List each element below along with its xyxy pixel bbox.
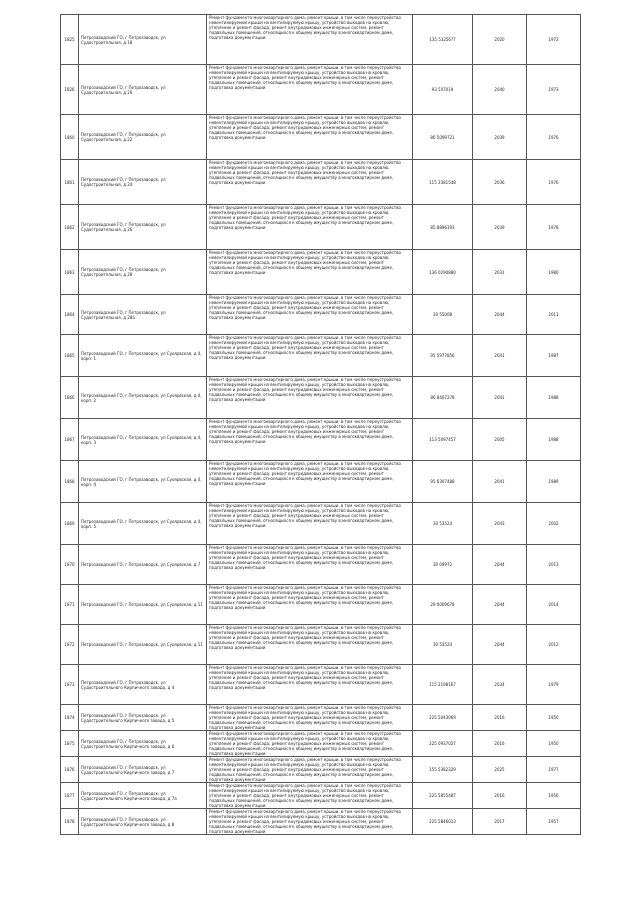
cost-cell: 86 5099721	[413, 115, 473, 160]
row-id: 1866	[61, 377, 79, 419]
planned-year-cell: 2041	[473, 377, 527, 419]
build-year-cell: 1976	[527, 160, 581, 205]
work-prefix: Ремонт фундамента многоквартирного дома, ремонт крыши, в том числе переустройство невентилируемой крыши на вентилируемую крышу, устройство выходов на кровлю, утепление и ремонт фасада, ремонт внутридомовых инженерных систем	[209, 585, 401, 600]
planned-year-cell: 2043	[473, 503, 527, 545]
work-suffix: ремонт подвальных помещений, относящихся к общему имуществу в многоквартирном доме, подготовка документации	[209, 675, 394, 690]
work-description-cell: Ремонт фундамента многоквартирного дома, ремонт крыши, в том числе переустройство невентилируемой крыши на вентилируемую крышу, устройство выходов на кровлю, утепление и ремонт фасада, ремонт внутридомовых инженерных систем, ремонт подвальных помещений, относящихся к общему имуществу в многоквартирном доме, подготовка документации	[207, 115, 413, 160]
cost-cell: 95 6307488	[413, 461, 473, 503]
build-year-cell: 1956	[527, 783, 581, 809]
work-suffix: ремонт подвальных помещений, относящихся к общему имуществу в многоквартирном доме, подготовка документации	[209, 125, 394, 140]
address-cell: Петрозаводский ГО, г Петрозаводск, ул Суоярвская, д 7	[79, 545, 207, 585]
cost-cell: 93 507019	[413, 65, 473, 115]
address-cell: Петрозаводский ГО, г Петрозаводск, ул Суоярвская, д 4, корп. 5	[79, 503, 207, 545]
work-description-cell: Ремонт фундамента многоквартирного дома, ремонт крыши, в том числе переустройство невентилируемой крыши на вентилируемую крышу, устройство выходов на кровлю, утепление и ремонт фасада, ремонт внутридомовых инженерных систем, ремонт подвальных помещений, относящихся к общему имуществу в многоквартирном доме, подготовка документации	[207, 461, 413, 503]
build-year-cell: 1989	[527, 461, 581, 503]
work-prefix: Ремонт фундамента многоквартирного дома, ремонт крыши, в том числе переустройство невентилируемой крыши на вентилируемую крышу, устройство выходов на кровлю, утепление и ремонт фасада, ремонт внутридомовых инженерных систем	[209, 115, 401, 130]
work-description-cell: Ремонт фундамента многоквартирного дома, ремонт крыши, в том числе переустройство невентилируемой крыши на вентилируемую крышу, устройство выходов на кровлю, утепление и ремонт фасада, ремонт внутридомовых инженерных систем, ремонт подвальных помещений, относящихся к общему имуществу в многоквартирном доме, подготовка документации	[207, 65, 413, 115]
planned-year-cell: 2034	[473, 665, 527, 705]
work-prefix: Ремонт фундамента многоквартирного дома, ремонт крыши, в том числе переустройство невентилируемой крыши на вентилируемую крышу, устройство выходов на кровлю, утепление и ремонт фасада, ремонт внутридомовых инженерных систем	[209, 625, 401, 640]
work-prefix: Ремонт фундамента многоквартирного дома, ремонт крыши, в том числе переустройство невентилируемой крыши на вентилируемую крышу, устройство выходов на кровлю, утепление и ремонт фасада, ремонт внутридомовых инженерных систем	[209, 545, 401, 560]
table-row	[61, 65, 581, 115]
cost-cell: 30 55008	[413, 295, 473, 335]
capital-repair-table	[60, 14, 581, 835]
work-prefix: Ремонт фундамента многоквартирного дома, ремонт крыши, в том числе переустройство невентилируемой крыши на вентилируемую крышу, устройство выходов на кровлю, утепление и ремонт фасада, ремонт внутридомовых инженерных систем	[209, 419, 401, 434]
work-prefix: Ремонт фундамента многоквартирного дома, ремонт крыши, в том числе переустройство невентилируемой крыши на вентилируемую крышу, устройство выходов на кровлю, утепление и ремонт фасада, ремонт внутридомовых инженерных систем	[209, 665, 401, 680]
cost-cell: 115 2198167	[413, 665, 473, 705]
work-description-cell: Ремонт фундамента многоквартирного дома, ремонт крыши, в том числе переустройство невентилируемой крыши на вентилируемую крышу, устройство выходов на кровлю, утепление и ремонт фасада, ремонт внутридомовых инженерных систем, ремонт подвальных помещений, относящихся к общему имуществу в многоквартирном доме, подготовка документации	[207, 295, 413, 335]
work-description-cell: Ремонт фундамента многоквартирного дома, ремонт крыши, в том числе переустройство невентилируемой крыши на вентилируемую крышу, устройство выходов на кровлю, утепление и ремонт фасада, ремонт внутридомовых инженерных систем, ремонт подвальных помещений, относящихся к общему имуществу в многоквартирном доме, подготовка документации	[207, 250, 413, 295]
table-row	[61, 205, 581, 250]
planned-year-cell: 2036	[473, 160, 527, 205]
address-cell: Петрозаводский ГО, г Петрозаводск, ул Судостроительного Кирпичного завода, д 8	[79, 809, 207, 835]
work-description-cell: Ремонт фундамента многоквартирного дома, ремонт крыши, в том числе переустройство невентилируемой крыши на вентилируемую крышу, устройство выходов на кровлю, утепление и ремонт фасада, ремонт внутридомовых инженерных систем, ремонт подвальных помещений, относящихся к общему имуществу в многоквартирном доме, подготовка документации	[207, 665, 413, 705]
address-cell: Петрозаводский ГО, г Петрозаводск, ул Судостроительная, д 20	[79, 65, 207, 115]
address-cell: Петрозаводский ГО, г Петрозаводск, ул Суоярвская, д 4, корп. 2	[79, 377, 207, 419]
address-cell: Петрозаводский ГО, г Петрозаводск, ул Судостроительная, д 18	[79, 15, 207, 65]
table-row	[61, 115, 581, 160]
planned-year-cell: 2044	[473, 295, 527, 335]
table-row	[61, 335, 581, 377]
row-id: 1875	[61, 731, 79, 757]
cost-cell: 30 53524	[413, 625, 473, 665]
build-year-cell: 2011	[527, 295, 581, 335]
table-row	[61, 585, 581, 625]
table-row	[61, 705, 581, 731]
table-row	[61, 295, 581, 335]
cost-cell: 225 0937027	[413, 731, 473, 757]
work-description-cell: Ремонт фундамента многоквартирного дома, ремонт крыши, в том числе переустройство невентилируемой крыши на вентилируемую крышу, устройство выходов на кровлю, утепление и ремонт фасада, ремонт внутридомовых инженерных систем, ремонт подвальных помещений, относящихся к общему имуществу в многоквартирном доме, подготовка документации	[207, 335, 413, 377]
cost-cell: 30 53524	[413, 503, 473, 545]
cost-cell: 135 53256?7	[413, 15, 473, 65]
row-id: 1864	[61, 295, 79, 335]
work-description-cell: Ремонт фундамента многоквартирного дома, ремонт крыши, в том числе переустройство невентилируемой крыши на вентилируемую крышу, устройство выходов на кровлю, утепление и ремонт фасада, ремонт внутридомовых инженерных систем, ремонт подвальных помещений, относящихся к общему имуществу в многоквартирном доме, подготовка документации	[207, 705, 413, 731]
row-id: 1871	[61, 585, 79, 625]
build-year-cell: 1972	[527, 15, 581, 65]
work-suffix: ремонт подвальных помещений, относящихся к общему имуществу в многоквартирном доме, подготовка документации	[209, 305, 394, 320]
cost-cell: 86 8407278	[413, 377, 473, 419]
planned-year-cell: 2016	[473, 731, 527, 757]
work-prefix: Ремонт фундамента многоквартирного дома, ремонт крыши, в том числе переустройство невентилируемой крыши на вентилируемую крышу, устройство выходов на кровлю, утепление и ремонт фасада, ремонт внутридомовых инженерных систем	[209, 705, 401, 720]
planned-year-cell: 2020	[473, 15, 527, 65]
table-row	[61, 731, 581, 757]
work-description-cell: Ремонт фундамента многоквартирного дома, ремонт крыши, в том числе переустройство невентилируемой крыши на вентилируемую крышу, устройство выходов на кровлю, утепление и ремонт фасада, ремонт внутридомовых инженерных систем, ремонт подвальных помещений, относящихся к общему имуществу в многоквартирном доме, подготовка документации	[207, 757, 413, 783]
cost-cell: 95 5977856	[413, 335, 473, 377]
row-id: 1878	[61, 809, 79, 835]
work-prefix: Ремонт фундамента многоквартирного дома, ремонт крыши, в том числе переустройство невентилируемой крыши на вентилируемую крышу, устройство выходов на кровлю, утепление и ремонт фасада, ремонт внутридомовых инженерных систем	[209, 461, 401, 476]
row-id: 1868	[61, 461, 79, 503]
planned-year-cell: 2040	[473, 65, 527, 115]
work-suffix: ремонт подвальных помещений, относящихся к общему имуществу в многоквартирном доме, подготовка документации	[209, 345, 394, 360]
address-cell: Петрозаводский ГО, г Петрозаводск, ул Судостроительного Кирпичного завода, д 7	[79, 757, 207, 783]
work-description-cell: Ремонт фундамента многоквартирного дома, ремонт крыши, в том числе переустройство невентилируемой крыши на вентилируемую крышу, устройство выходов на кровлю, утепление и ремонт фасада, ремонт внутридомовых инженерных систем, ремонт подвальных помещений, относящихся к общему имуществу в многоквартирном доме, подготовка документации	[207, 731, 413, 757]
work-suffix: ремонт подвальных помещений, относящихся к общему имуществу в многоквартирном доме, подготовка документации	[209, 767, 394, 782]
work-prefix: Ремонт фундамента многоквартирного дома, ремонт крыши, в том числе переустройство невентилируемой крыши на вентилируемую крышу, устройство выходов на кровлю, утепление и ремонт фасада, ремонт внутридомовых инженерных систем	[209, 295, 401, 310]
cost-cell: 136 0290880	[413, 250, 473, 295]
work-prefix: Ремонт фундамента многоквартирного дома, ремонт крыши, в том числе переустройство невентилируемой крыши на вентилируемую крышу, устройство выходов на кровлю, утепление и ремонт фасада, ремонт внутридомовых инженерных систем	[209, 757, 401, 772]
work-prefix: Ремонт фундамента многоквартирного дома, ремонт крыши, в том числе переустройство невентилируемой крыши на вентилируемую крышу, устройство выходов на кровлю, утепление и ремонт фасада, ремонт внутридомовых инженерных систем	[209, 205, 401, 220]
address-cell: Петрозаводский ГО, г Петрозаводск, ул Судостроительная, д 24	[79, 160, 207, 205]
work-description-cell: Ремонт фундамента многоквартирного дома, ремонт крыши, в том числе переустройство невентилируемой крыши на вентилируемую крышу, устройство выходов на кровлю, утепление и ремонт фасада, ремонт внутридомовых инженерных систем, ремонт подвальных помещений, относящихся к общему имуществу в многоквартирном доме, подготовка документации	[207, 783, 413, 809]
row-id: 1874	[61, 705, 79, 731]
work-description-cell: Ремонт фундамента многоквартирного дома, ремонт крыши, в том числе переустройство невентилируемой крыши на вентилируемую крышу, устройство выходов на кровлю, утепление и ремонт фасада, ремонт внутридомовых инженерных систем, ремонт подвальных помещений, относящихся к общему имуществу в многоквартирном доме, подготовка документации	[207, 585, 413, 625]
work-suffix: ремонт подвальных помещений, относящихся к общему имуществу в многоквартирном доме, подготовка документации	[209, 170, 394, 185]
cost-cell: 85 8896193	[413, 205, 473, 250]
work-suffix: ремонт подвальных помещений, относящихся к общему имуществу в многоквартирном доме, подготовка документации	[209, 260, 394, 275]
address-cell: Петрозаводский ГО, г Петрозаводск, ул Судостроительного Кирпичного завода, д 5	[79, 705, 207, 731]
address-cell: Петрозаводский ГО, г Петрозаводск, ул Судостроительная, д 28а	[79, 295, 207, 335]
work-prefix: Ремонт фундамента многоквартирного дома, ремонт крыши, в том числе переустройство невентилируемой крыши на вентилируемую крышу, устройство выходов на кровлю, утепление и ремонт фасада, ремонт внутридомовых инженерных систем	[209, 503, 401, 518]
work-description-cell: Ремонт фундамента многоквартирного дома, ремонт крыши, в том числе переустройство невентилируемой крыши на вентилируемую крышу, устройство выходов на кровлю, утепление и ремонт фасада, ремонт внутридомовых инженерных систем, ремонт подвальных помещений, относящихся к общему имуществу в многоквартирном доме, подготовка документации	[207, 377, 413, 419]
work-description-cell: Ремонт фундамента многоквартирного дома, ремонт крыши, в том числе переустройство невентилируемой крыши на вентилируемую крышу, устройство выходов на кровлю, утепление и ремонт фасада, ремонт внутридомовых инженерных систем, ремонт подвальных помещений, относящихся к общему имуществу в многоквартирном доме, подготовка документации	[207, 503, 413, 545]
planned-year-cell: 2031	[473, 250, 527, 295]
work-suffix: ремонт подвальных помещений, относящихся к общему имуществу в многоквартирном доме, подготовка документации	[209, 387, 394, 402]
table-row	[61, 15, 581, 65]
table-row	[61, 503, 581, 545]
work-prefix: Ремонт фундамента многоквартирного дома, ремонт крыши, в том числе переустройство невентилируемой крыши на вентилируемую крышу, устройство выходов на кровлю, утепление и ремонт фасада, ремонт внутридомовых инженерных систем	[209, 809, 401, 824]
row-id: 1869	[61, 503, 79, 545]
work-prefix: Ремонт фундамента многоквартирного дома, ремонт крыши, в том числе переустройство невентилируемой крыши на вентилируемую крышу, устройство выходов на кровлю, утепление и ремонт фасада, ремонт внутридомовых инженерных систем	[209, 15, 401, 30]
address-cell: Петрозаводский ГО, г Петрозаводск, ул Суоярвская, д 11	[79, 585, 207, 625]
planned-year-cell: 2041	[473, 335, 527, 377]
build-year-cell: 2013	[527, 545, 581, 585]
row-id: 1826	[61, 65, 79, 115]
address-cell: Петрозаводский ГО, г Петрозаводск, ул Судостроительного Кирпичного завода, д 7а	[79, 783, 207, 809]
row-id: 1863	[61, 250, 79, 295]
cost-cell: 225 5043069	[413, 705, 473, 731]
table-row	[61, 545, 581, 585]
address-cell: Петрозаводский ГО, г Петрозаводск, ул Судостроительная, д 28	[79, 250, 207, 295]
table-row	[61, 377, 581, 419]
row-id: 1825	[61, 15, 79, 65]
work-suffix: ремонт подвальных помещений, относящихся к общему имуществу в многоквартирном доме, подготовка документации	[209, 635, 394, 650]
row-id: 1862	[61, 205, 79, 250]
planned-year-cell: 2044	[473, 545, 527, 585]
work-description-cell: Ремонт фундамента многоквартирного дома, ремонт крыши, в том числе переустройство невентилируемой крыши на вентилируемую крышу, устройство выходов на кровлю, утепление и ремонт фасада, ремонт внутридомовых инженерных систем, ремонт подвальных помещений, относящихся к общему имуществу в многоквартирном доме, подготовка документации	[207, 809, 413, 835]
work-suffix: ремонт подвальных помещений, относящихся к общему имуществу в многоквартирном доме, подготовка документации	[209, 741, 394, 756]
build-year-cell: 1976	[527, 115, 581, 160]
planned-year-cell: 2044	[473, 625, 527, 665]
planned-year-cell: 2016	[473, 783, 527, 809]
build-year-cell: 1957	[527, 809, 581, 835]
planned-year-cell: 2044	[473, 585, 527, 625]
work-prefix: Ремонт фундамента многоквартирного дома, ремонт крыши, в том числе переустройство невентилируемой крыши на вентилируемую крышу, устройство выходов на кровлю, утепление и ремонт фасада, ремонт внутридомовых инженерных систем	[209, 377, 401, 392]
row-id: 1865	[61, 335, 79, 377]
address-cell: Петрозаводский ГО, г Петрозаводск, ул Судостроительного Кирпичного завода, д 4	[79, 665, 207, 705]
work-prefix: Ремонт фундамента многоквартирного дома, ремонт крыши, в том числе переустройство невентилируемой крыши на вентилируемую крышу, устройство выходов на кровлю, утепление и ремонт фасада, ремонт внутридомовых инженерных систем	[209, 65, 401, 80]
planned-year-cell: 2041	[473, 461, 527, 503]
work-suffix: ремонт подвальных помещений, относящихся к общему имуществу в многоквартирном доме, подготовка документации	[209, 793, 394, 808]
planned-year-cell: 2016	[473, 705, 527, 731]
work-suffix: ремонт подвальных помещений, относящихся к общему имуществу в многоквартирном доме, подготовка документации	[209, 471, 394, 486]
work-description-cell: Ремонт фундамента многоквартирного дома, ремонт крыши, в том числе переустройство невентилируемой крыши на вентилируемую крышу, устройство выходов на кровлю, утепление и ремонт фасада, ремонт внутридомовых инженерных систем, ремонт подвальных помещений, относящихся к общему имуществу в многоквартирном доме, подготовка документации	[207, 205, 413, 250]
cost-cell: 115 3381548	[413, 160, 473, 205]
build-year-cell: 1987	[527, 335, 581, 377]
planned-year-cell: 2025	[473, 757, 527, 783]
table-body	[61, 15, 581, 835]
build-year-cell: 1979	[527, 665, 581, 705]
build-year-cell: 1950	[527, 705, 581, 731]
work-description-cell: Ремонт фундамента многоквартирного дома, ремонт крыши, в том числе переустройство невентилируемой крыши на вентилируемую крышу, устройство выходов на кровлю, утепление и ремонт фасада, ремонт внутридомовых инженерных систем, ремонт подвальных помещений, относящихся к общему имуществу в многоквартирном доме, подготовка документации	[207, 160, 413, 205]
row-id: 1873	[61, 665, 79, 705]
work-suffix: ремонт подвальных помещений, относящихся к общему имуществу в многоквартирном доме, подготовка документации	[209, 513, 394, 528]
work-suffix: ремонт подвальных помещений, относящихся к общему имуществу в многоквартирном доме, подготовка документации	[209, 555, 394, 570]
table-row	[61, 809, 581, 835]
address-cell: Петрозаводский ГО, г Петрозаводск, ул Судостроительная, д 22	[79, 115, 207, 160]
planned-year-cell: 2005	[473, 419, 527, 461]
address-cell: Петрозаводский ГО, г Петрозаводск, ул Суоярвская, д 11	[79, 625, 207, 665]
table-row	[61, 783, 581, 809]
cost-cell: 155 5382329	[413, 757, 473, 783]
build-year-cell: 1988	[527, 377, 581, 419]
table-row	[61, 419, 581, 461]
address-cell: Петрозаводский ГО, г Петрозаводск, ул Судостроительная, д 26	[79, 205, 207, 250]
address-cell: Петрозаводский ГО, г Петрозаводск, ул Суоярвская, д 4, корп. 4	[79, 461, 207, 503]
planned-year-cell: 2017	[473, 809, 527, 835]
address-cell: Петрозаводский ГО, г Петрозаводск, ул Суоярвская, д 4, корп. 3	[79, 419, 207, 461]
work-suffix: ремонт подвальных помещений, относящихся к общему имуществу в многоквартирном доме, подготовка документации	[209, 819, 394, 834]
row-id: 1860	[61, 115, 79, 160]
build-year-cell: 2014	[527, 585, 581, 625]
build-year-cell: 1973	[527, 65, 581, 115]
build-year-cell: 1978	[527, 205, 581, 250]
build-year-cell: 2012	[527, 625, 581, 665]
work-prefix: Ремонт фундамента многоквартирного дома, ремонт крыши, в том числе переустройство невентилируемой крыши на вентилируемую крышу, устройство выходов на кровлю, утепление и ремонт фасада, ремонт внутридомовых инженерных систем	[209, 250, 401, 265]
build-year-cell: 1977	[527, 757, 581, 783]
cost-cell: 225 5846013	[413, 809, 473, 835]
table-row	[61, 665, 581, 705]
row-id: 1870	[61, 545, 79, 585]
work-suffix: ремонт подвальных помещений, относящихся к общему имуществу в многоквартирном доме, подготовка документации	[209, 215, 394, 230]
work-suffix: ремонт подвальных помещений, относящихся к общему имуществу в многоквартирном доме, подготовка документации	[209, 595, 394, 610]
table-row	[61, 461, 581, 503]
work-description-cell: Ремонт фундамента многоквартирного дома, ремонт крыши, в том числе переустройство невентилируемой крыши на вентилируемую крышу, устройство выходов на кровлю, утепление и ремонт фасада, ремонт внутридомовых инженерных систем, ремонт подвальных помещений, относящихся к общему имуществу в многоквартирном доме, подготовка документации	[207, 625, 413, 665]
row-id: 1876	[61, 757, 79, 783]
work-description-cell: Ремонт фундамента многоквартирного дома, ремонт крыши, в том числе переустройство невентилируемой крыши на вентилируемую крышу, устройство выходов на кровлю, утепление и ремонт фасада, ремонт внутридомовых инженерных систем, ремонт подвальных помещений, относящихся к общему имуществу в многоквартирном доме, подготовка документации	[207, 419, 413, 461]
table-row	[61, 160, 581, 205]
planned-year-cell: 2039	[473, 115, 527, 160]
work-suffix: ремонт подвальных помещений, относящихся к общему имуществу в многоквартирном доме, подготовка документации	[209, 75, 394, 90]
work-prefix: Ремонт фундамента многоквартирного дома, ремонт крыши, в том числе переустройство невентилируемой крыши на вентилируемую крышу, устройство выходов на кровлю, утепление и ремонт фасада, ремонт внутридомовых инженерных систем	[209, 160, 401, 175]
work-prefix: Ремонт фундамента многоквартирного дома, ремонт крыши, в том числе переустройство невентилируемой крыши на вентилируемую крышу, устройство выходов на кровлю, утепление и ремонт фасада, ремонт внутридомовых инженерных систем	[209, 783, 401, 798]
row-id: 1872	[61, 625, 79, 665]
address-cell: Петрозаводский ГО, г Петрозаводск, ул Судостроительного Кирпичного завода, д 6	[79, 731, 207, 757]
build-year-cell: 2002	[527, 503, 581, 545]
work-suffix: ремонт подвальных помещений, относящихся к общему имуществу в многоквартирном доме, подготовка документации	[209, 715, 394, 730]
work-description-cell: Ремонт фундамента многоквартирного дома, ремонт крыши, в том числе переустройство невентилируемой крыши на вентилируемую крышу, устройство выходов на кровлю, утепление и ремонт фасада, ремонт внутридомовых инженерных систем, ремонт подвальных помещений, относящихся к общему имуществу в многоквартирном доме, подготовка документации	[207, 15, 413, 65]
build-year-cell: 1980	[527, 250, 581, 295]
planned-year-cell: 2039	[473, 205, 527, 250]
work-suffix: ремонт подвальных помещений, относящихся к общему имуществу в многоквартирном доме, подготовка документации	[209, 25, 394, 40]
table-row	[61, 757, 581, 783]
cost-cell: 29 0009678	[413, 585, 473, 625]
work-description-cell: Ремонт фундамента многоквартирного дома, ремонт крыши, в том числе переустройство невентилируемой крыши на вентилируемую крышу, устройство выходов на кровлю, утепление и ремонт фасада, ремонт внутридомовых инженерных систем, ремонт подвальных помещений, относящихся к общему имуществу в многоквартирном доме, подготовка документации	[207, 545, 413, 585]
build-year-cell: 1950	[527, 731, 581, 757]
work-suffix: ремонт подвальных помещений, относящихся к общему имуществу в многоквартирном доме, подготовка документации	[209, 429, 394, 444]
cost-cell: 30 09972	[413, 545, 473, 585]
table-row	[61, 250, 581, 295]
build-year-cell: 1988	[527, 419, 581, 461]
table-row	[61, 625, 581, 665]
work-prefix: Ремонт фундамента многоквартирного дома, ремонт крыши, в том числе переустройство невентилируемой крыши на вентилируемую крышу, устройство выходов на кровлю, утепление и ремонт фасада, ремонт внутридомовых инженерных систем	[209, 335, 401, 350]
row-id: 1867	[61, 419, 79, 461]
row-id: 1877	[61, 783, 79, 809]
row-id: 1861	[61, 160, 79, 205]
address-cell: Петрозаводский ГО, г Петрозаводск, ул Суоярвская, д 4, корп. 1	[79, 335, 207, 377]
cost-cell: 225 5855487	[413, 783, 473, 809]
cost-cell: 113 5097457	[413, 419, 473, 461]
work-prefix: Ремонт фундамента многоквартирного дома, ремонт крыши, в том числе переустройство невентилируемой крыши на вентилируемую крышу, устройство выходов на кровлю, утепление и ремонт фасада, ремонт внутридомовых инженерных систем	[209, 731, 401, 746]
